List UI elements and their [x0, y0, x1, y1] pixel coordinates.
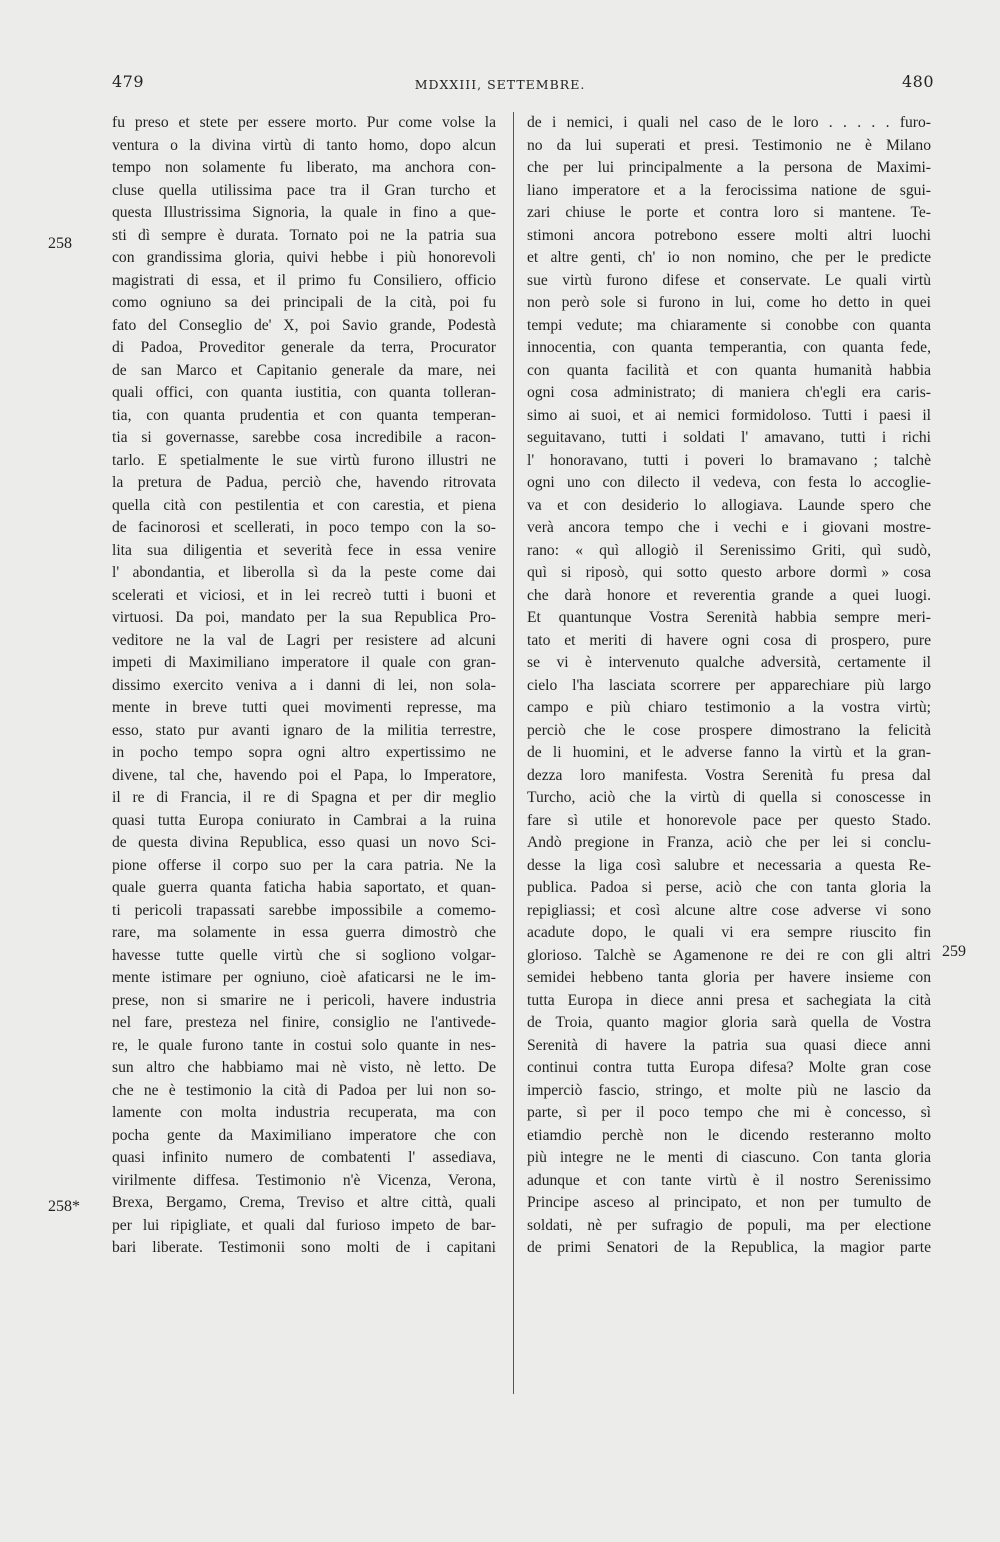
text-line: de li huomini, et le adverse fanno la virtù et la gran-	[527, 744, 931, 761]
text-line: desse la liga così salubre et necessaria a questa Re-	[527, 856, 931, 874]
text-line: Serenità di havere la patria sua quasi diece anni	[527, 1036, 931, 1054]
text-line: de questa divina Republica, esso quasi un novo Sci-	[112, 834, 496, 851]
margin-note: 259	[942, 943, 966, 960]
text-line: sti dì sempre è durata. Tornato poi ne la patria sua	[112, 226, 496, 244]
text-line: virtuosi. Da poi, mandato per la sua Republica Pro-	[112, 609, 496, 626]
text-line: innocentia, con quanta temperantia, con quanta fede,	[527, 339, 931, 356]
column-divider	[513, 112, 514, 1394]
text-line: questa Illustrissima Signoria, la quale in fino a que-	[112, 204, 496, 221]
text-line: verà ancora tempo che i vechi e i giovani mostre-	[527, 519, 931, 536]
text-line: che per lui principalmente a la persona de Maximi-	[527, 159, 931, 176]
text-line: tempo non solamente fu liberato, ma anchora con-	[112, 159, 496, 176]
text-line: no da lui superati et presi. Testimonio ne è Milano	[527, 136, 931, 154]
text-line: scelerati et viciosi, et in lei recreò tutti i buoni et	[112, 586, 496, 604]
text-line: cluse quella utilissima pace tra il Gran turcho et	[112, 181, 496, 199]
text-line: non però sole si furono in lui, come ho detto in quei	[527, 294, 931, 311]
text-line: con grandissima gloria, quivi hebbe i più honorevoli	[112, 249, 496, 266]
text-line: fato del Conseglio de' X, poi Savio grande, Podestà	[112, 316, 496, 334]
text-line: stimoni ancora potrebono essere molti altri luochi	[527, 226, 931, 244]
text-line: tempi vedute; ma chiaramente si conobbe con quanta	[527, 316, 931, 334]
text-line: magistrati di essa, et il primo fu Consiliero, officio	[112, 271, 496, 289]
text-line: più integre ne le menti di ciascuno. Con tanta gloria	[527, 1149, 931, 1166]
text-line: tato et meriti di havere ogni cosa di prospero, pure	[527, 631, 931, 649]
margin-note: 258	[48, 235, 72, 252]
text-line: che ne è testimonio la cità di Padoa per lui non so-	[112, 1081, 496, 1099]
text-line: de san Marco et Capitanio generale da mare, nei	[112, 361, 496, 379]
text-line: fare sì utile et honorevole pace per questo Stado.	[527, 811, 931, 829]
text-line: lita sua diligentia et severità fece in essa venire	[112, 541, 496, 559]
text-line: fu preso et stete per essere morto. Pur come volse la	[112, 114, 496, 131]
text-line: adunque et con tante virtù è il nostro Serenissimo	[527, 1171, 931, 1189]
text-line: sun altro che habbiamo mai nè visto, nè letto. De	[112, 1059, 496, 1076]
text-line: quasi infinito numero de combatenti l' assediava,	[112, 1149, 496, 1166]
text-line: ogni cosa administrato; di maniera ch'egli era caris-	[527, 384, 931, 401]
text-line: campo e più chiaro testimonio a la vostra virtù;	[527, 699, 931, 716]
text-line: etiamdio perchè non le dicendo resteranno molto	[527, 1126, 931, 1144]
text-line: tarlo. E spetialmente le sue virtù furono illustri ne	[112, 451, 496, 469]
text-line: in pocho tempo sopra ogni altro expertissimo ne	[112, 744, 496, 761]
text-line: havesse tutte quelle virtù che si sogliono volgar-	[112, 946, 496, 964]
text-line: liano imperatore et a la ferocissima natione de sgui-	[527, 181, 931, 199]
text-line: continui contra tutta Europa difesa? Molte gran cose	[527, 1059, 931, 1076]
text-line: il re di Francia, il re di Spagna et per dir meglio	[112, 789, 496, 806]
text-line: publica. Padoa si perse, aciò che con tanta gloria la	[527, 879, 931, 896]
right-text-column	[527, 112, 931, 1260]
text-line: Turcho, aciò che la virtù di quella si conoscesse in	[527, 789, 931, 806]
text-line: acadute dopo, le quali vi era sempre riuscito fin	[527, 924, 931, 941]
text-line: tutta Europa in diece anni presa et sachegiata la cità	[527, 991, 931, 1009]
text-line: che darà honore et reverentia grande a quei luogi.	[527, 586, 931, 604]
text-line: l' honoravano, tutti i poveri lo bramavano ; talchè	[527, 451, 931, 469]
text-line: Et quantunque Vostra Serenità habbia sempre meri-	[527, 609, 931, 626]
text-line: ventura o la divina virtù di tanto homo, dopo alcun	[112, 136, 496, 154]
text-line: virilmente diffesa. Testimonio n'è Vicenza, Verona,	[112, 1171, 496, 1189]
text-line: simo ai suoi, et ai nemici formidoloso. Tutti i paesi il	[527, 406, 931, 424]
text-line: mente istimare per ogniuno, cioè afaticarsi ne le im-	[112, 969, 496, 986]
text-line: semidei hebbeno tanta gloria per havere insieme con	[527, 969, 931, 986]
text-line: ogni uno con dilecto il vedeva, con festa lo accoglie-	[527, 474, 931, 491]
text-line: bari liberate. Testimonii sono molti de i capitani	[112, 1239, 496, 1256]
text-line: perciò che le cose prospere dimostrano la felicità	[527, 721, 931, 739]
text-line: sue virtù furono difese et conservate. Le quali virtù	[527, 271, 931, 289]
text-line: rare, ma solamente in essa guerra dimostrò che	[112, 924, 496, 941]
text-line: et altre genti, ch' io non nomino, che per le predicte	[527, 249, 931, 266]
text-line: de primi Senatori de la Republica, la magior parte	[527, 1239, 931, 1256]
text-line: nel fare, presteza nel finire, consiglio ne l'antivede-	[112, 1014, 496, 1031]
text-line: lamente con molta industria recuperata, ma con	[112, 1104, 496, 1121]
text-line: cielo l'ha lasciata scorrere per apparechiare più largo	[527, 676, 931, 694]
text-line: tia si governasse, sarebbe cosa incredibile a racon-	[112, 429, 496, 446]
text-line: di Padoa, Proveditor generale da terra, Procurator	[112, 339, 496, 356]
text-line: repigliassi; et così alcune altre cose adverse vi sono	[527, 901, 931, 919]
text-line: pocha gente da Maximiliano imperatore che con	[112, 1126, 496, 1144]
text-line: re, le quale furono tante in costui solo quante in nes-	[112, 1036, 496, 1054]
text-line: pione offerse il corpo suo per la cara patria. Ne la	[112, 856, 496, 874]
text-line: divene, tal che, havendo poi el Papa, lo Imperatore,	[112, 766, 496, 784]
text-line: de facinorosi et scellerati, in poco tempo con la so-	[112, 519, 496, 536]
text-line: dezza loro manifesta. Vostra Serenità fu presa dal	[527, 766, 931, 784]
text-line: quasi tutta Europa coniurato in Cambrai a la ruina	[112, 811, 496, 829]
text-line: zari chiuse le porte et contra loro si mantene. Te-	[527, 204, 931, 221]
text-line: de i nemici, i quali nel caso de le loro . . . . . furo-	[527, 114, 931, 131]
text-line: se vi è intervenuto qualche adversità, certamente il	[527, 654, 931, 671]
text-line: imperciò fascio, stringo, et molte più ne lascio da	[527, 1081, 931, 1099]
left-page-number: 479	[112, 72, 145, 91]
text-line: como ogniuno sa dei principali de la cità, poi fu	[112, 294, 496, 311]
text-line: dissimo exercito veniva a i danni di lei, non sola-	[112, 676, 496, 694]
text-line: ti pericoli trapassati sarebbe impossibile a comemo-	[112, 901, 496, 919]
text-line: la pretura de Padua, perciò che, havendo ritrovata	[112, 474, 496, 491]
margin-note: 258*	[48, 1198, 80, 1215]
text-line: quella cità con pestilentia et con carestia, et piena	[112, 496, 496, 514]
right-page-number: 480	[902, 72, 935, 91]
text-line: de Troia, quanto magior gloria sarà quella de Vostra	[527, 1014, 931, 1031]
text-line: prese, non si smarire ne i pericoli, havere industria	[112, 991, 496, 1009]
text-line: Andò pregione in Franza, aciò che per lei si conclu-	[527, 834, 931, 851]
text-line: l' abondantia, et liberolla sì da la peste come dai	[112, 564, 496, 581]
text-line: seguitavano, tutti i soldati l' amavano, tutti i richi	[527, 429, 931, 446]
text-line: mente in breve tutti quei movimenti represse, ma	[112, 699, 496, 716]
text-line: Brexa, Bergamo, Crema, Treviso et altre città, quali	[112, 1194, 496, 1211]
text-line: va et con desiderio lo allogiava. Launde spero che	[527, 496, 931, 514]
text-line: quì si riposò, qui sotto questo arbore dormì » cosa	[527, 564, 931, 581]
text-line: rano: « quì allogiò il Serenissimo Griti, quì sudò,	[527, 541, 931, 559]
text-line: soldati, nè per sufragio de populi, ma per electione	[527, 1216, 931, 1234]
text-line: Principe asceso al principato, et non per tumulto de	[527, 1194, 931, 1211]
text-line: con quanta facilità et con quanta humanità habbia	[527, 361, 931, 379]
text-line: impeti di Maximiliano imperatore il quale con gran-	[112, 654, 496, 671]
left-text-column	[112, 112, 496, 1260]
text-line: parte, sì per il poco tempo che mi è concesso, sì	[527, 1104, 931, 1121]
text-line: veditore ne la val de Lagri per resistere ad alcuni	[112, 631, 496, 649]
text-line: per lui ripigliate, et quali dal furioso impeto de bar-	[112, 1216, 496, 1234]
text-line: glorioso. Talchè se Agamenone re dei re con gli altri	[527, 946, 931, 964]
text-line: quali offici, con quanta iustitia, con quanta tolleran-	[112, 384, 496, 401]
text-line: esso, stato pur avanti ignaro de la militia terrestre,	[112, 721, 496, 739]
running-title: MDXXIII, SETTEMBRE.	[414, 77, 586, 92]
text-line: tia, con quanta prudentia et con quanta temperan-	[112, 406, 496, 424]
text-line: quale guerra quanta faticha habia saportato, et quan-	[112, 879, 496, 896]
